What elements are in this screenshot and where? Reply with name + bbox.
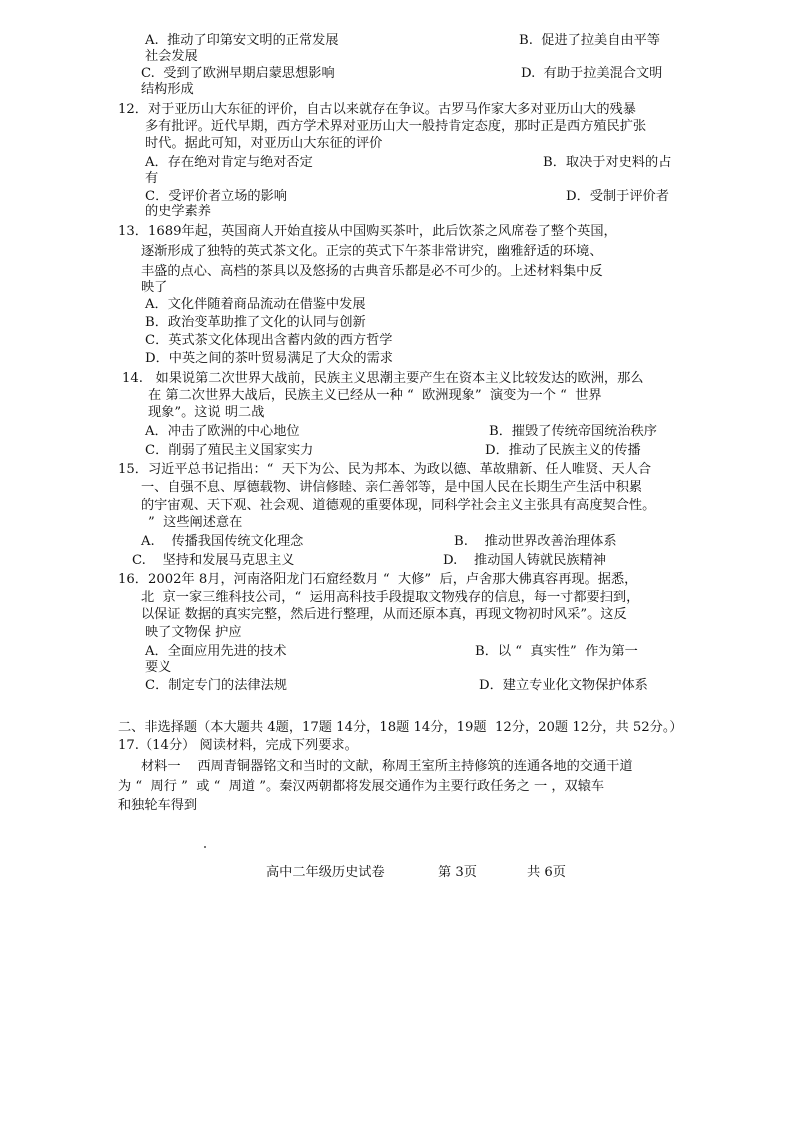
q15-option-b: B. 推动世界改善治理体系 — [454, 534, 617, 549]
section-2-heading: 二、非选择题（本大题共 4题，17题 14分，18题 14分，19题 12分，20题 12分，共 52分。） — [118, 720, 683, 735]
q13-stem-line: 逐渐形成了独特的英式茶文化。正宗的英式下午茶非常讲究，幽雅舒适的环境、 — [141, 244, 603, 259]
q16-stem-line: 16．2002年 8月，河南洛阳龙门石窟经数月 “ 大修” 后，卢舍那大佛真容再现。据悉， — [118, 572, 638, 587]
q11-option-b-continuation: 社会发展 — [145, 49, 198, 64]
q13-stem-line: 13．1689年起，英国商人开始直接从中国购买茶叶，此后饮茶之风席卷了整个英国， — [118, 224, 617, 239]
q11-option-d-continuation: 结构形成 — [141, 82, 194, 97]
q16-option-b-continuation: 要义 — [145, 660, 172, 675]
q12-stem-line: 多有批评。近代早期，西方学术界对亚历山大一般持肯定态度，那时正是西方殖民扩张 — [145, 119, 647, 134]
q15-stem-line: 15．习近平总书记指出：“ 天下为公、民为邦本、为政以德、革故鼎新、任人唯贤、天人合 — [118, 462, 652, 477]
q16-option-c: C．制定专门的法律法规 — [145, 678, 287, 693]
footer-page-number: 第 3页 — [438, 865, 477, 880]
q12-option-a: A．存在绝对肯定与绝对否定 — [145, 155, 313, 170]
q13-stem-line: 丰盛的点心、高档的茶具以及悠扬的古典音乐都是必不可少的。上述材料集中反 — [141, 264, 603, 279]
q14-option-b: B．摧毁了传统帝国统治秩序 — [489, 424, 657, 439]
q11-option-c: C. 受到了欧洲早期启蒙思想影响 — [141, 66, 335, 81]
q14-stem-line: 现象”。这说 明二战 — [148, 405, 265, 420]
q13-option-c: C．英式茶文化体现出含蓄内敛的西方哲学 — [145, 333, 393, 348]
q16-stem-line: 以保证 数据的真实完整，然后进行整理，从而还原本真，再现文物初时风采”。这反 — [141, 607, 627, 622]
q16-option-a: A．全面应用先进的技术 — [145, 644, 287, 659]
q15-stem-line: 一、自强不息、厚德载物、讲信修睦、亲仁善邻等，是中国人民在长期生产生活中积累 — [141, 480, 643, 495]
q12-option-b-continuation: 有 — [145, 171, 159, 186]
material-one-line: 和独轮车得到 — [118, 798, 198, 813]
q14-option-d: D．推动了民族主义的传播 — [485, 443, 641, 458]
q17-heading: 17.（14分） 阅读材料，完成下列要求。 — [118, 738, 358, 753]
q15-option-a: A. 传播我国传统文化理念 — [141, 534, 304, 549]
q16-option-d: D．建立专业化文物保护体系 — [479, 678, 648, 693]
q11-option-d: D. 有助于拉美混合文明 — [521, 66, 663, 81]
q12-stem-line: 时代。据此可知，对亚历山大东征的评价 — [145, 136, 383, 151]
q15-option-c: C. 坚持和发展马克思主义 — [132, 553, 295, 568]
q15-option-d: D. 推动国人铸就民族精神 — [443, 553, 606, 568]
q13-option-b: B．政治变革助推了文化的认同与创新 — [145, 315, 366, 330]
q15-stem-line: 的宇宙观、天下观、社会观、道德观的重要体现，同科学社会主义主张具有高度契合性。 — [141, 498, 656, 513]
q16-option-b: B．以 “ 真实性” 作为第一 — [475, 644, 638, 659]
q12-option-c: C．受评价者立场的影响 — [145, 189, 287, 204]
material-one-line: 材料一 西周青铜器铭文和当时的文献，称周王室所主持修筑的连通各地的交通干道 — [141, 759, 633, 774]
q14-option-a: A．冲击了欧洲的中心地位 — [145, 424, 300, 439]
q13-option-a: A．文化伴随着商品流动在借鉴中发展 — [145, 297, 366, 312]
q13-option-d: D．中英之间的茶叶贸易满足了大众的需求 — [145, 351, 393, 366]
q15-stem-line: ” 这些阐述意在 — [148, 515, 243, 530]
q13-stem-line: 映了 — [141, 280, 168, 295]
stray-dot — [204, 846, 206, 848]
q12-stem-line: 12．对于亚历山大东征的评价，自古以来就存在争议。古罗马作家大多对亚历山大的残暴 — [118, 102, 636, 117]
q12-option-d-continuation: 的史学素养 — [145, 204, 211, 219]
footer-total-pages: 共 6页 — [527, 865, 566, 880]
material-one-line: 为 “ 周行 ” 或 “ 周道 ”。秦汉两朝都将发展交通作为主要行政任务之 一 ，双辕车 — [118, 779, 605, 794]
q16-stem-line: 映了文物保 护应 — [145, 625, 242, 640]
q14-stem-line: 在 第二次世界大战后，民族主义已经从一种 “ 欧洲现象” 演变为一个 “ 世界 — [148, 388, 602, 403]
q16-stem-line: 北 京一家三维科技公司，“ 运用高科技手段提取文物残存的信息，每一寸都要扫到， — [141, 590, 640, 605]
footer-exam-title: 高中二年级历史试卷 — [266, 865, 385, 880]
q12-option-b: B．取决于对史料的占 — [543, 155, 672, 170]
q14-option-c: C．削弱了殖民主义国家实力 — [145, 443, 314, 458]
q14-stem-line: 14. 如果说第二次世界大战前，民族主义思潮主要产生在资本主义比较发达的欧洲，那么 — [122, 371, 644, 386]
q11-option-a: A. 推动了印第安文明的正常发展 — [145, 33, 339, 48]
q12-option-d: D．受制于评价者 — [566, 189, 669, 204]
q11-option-b: B. 促进了拉美自由平等 — [519, 33, 660, 48]
